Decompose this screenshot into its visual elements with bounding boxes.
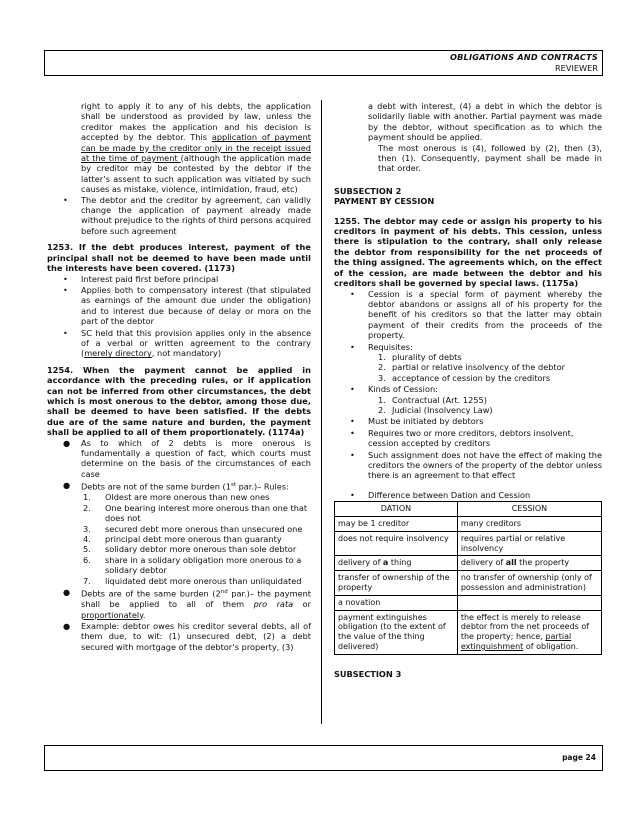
table-cell: many creditors — [457, 517, 601, 532]
list-item: • Applies both to compensatory interest (that stipulated as earnings of the amount due under the obligation) and to interest due because of delay or mora on the part of the debtor — [63, 284, 311, 327]
list-item: 2. partial or relative insolvency of the debtor — [378, 362, 566, 373]
table-cell: no transfer of ownership (only of possession and administration) — [457, 571, 601, 596]
continued-paragraph: a debt with interest, (4) a debt in which the debtor is solidarily liable with another. Partial payment was made by the debtor, without specification as to which the payment should be applied. — [368, 101, 602, 143]
article-1254: 1254. When the payment cannot be applied in accordance with the preceding rules, or if application can not be inferred from other circumstances, the debt which is most onerous to the debtor, among those due, shall be deemed to have been satisfied. If the debts due are of the same nature and burden, the payment shall be applied to all of them proportionately. (1174a) — [47, 364, 311, 438]
list-item: 1. Contractual (Art. 1255) — [378, 394, 487, 405]
subsection-title: PAYMENT BY CESSION — [334, 196, 435, 207]
header-title: OBLIGATIONS AND CONTRACTS — [449, 52, 598, 62]
table-header: DATION — [335, 502, 458, 517]
list-item: 3. acceptance of cession by the creditors — [378, 372, 551, 383]
subsection-heading: SUBSECTION 2 — [334, 185, 402, 196]
list-item: • SC held that this provision applies only in the absence of a verbal or written agreement to the contrary (merely directory, not mandatory) — [63, 327, 311, 359]
list-item: • Must be initiated by debtors — [350, 416, 484, 427]
page-number: page 24 — [562, 753, 596, 762]
article-1255: 1255. The debtor may cede or assign his property to his creditors in payment of his debts. This cession, unless there is stipulation to the contrary, shall only release the debtor from responsibility for the net proceeds of the thing assigned. The agreements which, on the effect of the cession, are made between the debtor and his creditors shall be governed by special laws. (1175a) — [334, 215, 602, 289]
list-item: • Kinds of Cession: 1. Contractual (Art. 1255) 2. Judicial (Insolvency Law) — [334, 384, 602, 415]
rules-list — [47, 492, 311, 586]
list-item: 3. secured debt more onerous than unsecured one — [83, 523, 303, 534]
kinds-list — [334, 395, 602, 416]
list-item: • The debtor and the creditor by agreement, can validly change the application of payment already made without prejudice to the rights of third persons acquired before such agreement — [63, 194, 311, 236]
bullet-list — [47, 438, 311, 653]
table-cell: delivery of all the property — [457, 556, 601, 571]
table-cell: does not require insolvency — [335, 531, 458, 556]
list-item: • Cession is a special form of payment whereby the debtor abandons or assigns all of his property for the benefit of his creditors so that the latter may obtain payment of their credits from the proceeds of the property. — [350, 288, 602, 341]
table-cell: delivery of a thing — [335, 556, 458, 571]
list-item: • Such assignment does not have the effect of making the creditors the owners of the property of the debtor unless there is an agreement to that effect — [350, 449, 602, 481]
intro-paragraph: right to apply it to any of his debts, the application shall be understood as provided by law, unless the creditor makes the application and his decision is accepted by the debtor. This application of payment can be made by the creditor only in the receipt issued at the time of payment (although the application made by creditor may be contested by the debtor if the latter’s assent to such application was vitiated by such causes as mistake, violence, intimidation, fraud, etc) — [81, 101, 311, 195]
list-item: 4. principal debt more onerous than guaranty — [83, 533, 282, 544]
table-header: CESSION — [457, 502, 601, 517]
table-row — [335, 531, 602, 556]
list-item: 2. One bearing interest more onerous than one that does not — [83, 502, 308, 524]
table-cell: a novation — [335, 595, 458, 610]
header-subtitle: REVIEWER — [554, 63, 598, 73]
list-item: 1. plurality of debts — [378, 351, 462, 362]
list-item: • Interest paid first before principal — [63, 273, 219, 284]
list-item: 5. solidary debtor more onerous than sole debtor — [83, 544, 297, 555]
list-item: ● Debts are of the same burden (2nd par.)– the payment shall be applied to all of them pro rata or proportionately. — [63, 587, 312, 620]
left-column — [47, 101, 311, 653]
table-cell: transfer of ownership of the property — [335, 571, 458, 596]
table-row — [335, 571, 602, 596]
page-footer — [44, 745, 603, 771]
bullet-list — [334, 289, 602, 501]
table-cell: the effect is merely to release debtor from the net proceeds of the property; hence, partial extinguishment of obligation. — [457, 610, 601, 654]
table-cell: may be 1 creditor — [335, 517, 458, 532]
column-divider — [321, 100, 322, 724]
table-cell: payment extinguishes obligation (to the extent of the value of the thing delivered) — [335, 610, 458, 654]
table-row — [335, 556, 602, 571]
list-item: 7. liquidated debt more onerous than unliquidated — [83, 575, 302, 586]
table-cell: requires partial or relative insolvency — [457, 531, 601, 556]
requisites-list — [334, 352, 602, 383]
continued-paragraph-2: The most onerous is (4), followed by (2), then (3), then (1). Consequently, payment shall be made in that order. — [378, 142, 602, 174]
list-item: • Requisites: 1. plurality of debts 2. partial or relative insolvency of the debtor 3. acceptance of cession by the creditors — [334, 342, 602, 384]
list-item: 2. Judicial (Insolvency Law) — [378, 404, 493, 415]
list-item: • Requires two or more creditors, debtors insolvent, cession accepted by creditors — [350, 427, 574, 449]
subsection-heading: SUBSECTION 3 — [334, 668, 402, 679]
right-column — [334, 101, 602, 679]
bullet-list — [47, 274, 311, 359]
dation-cession-table — [334, 501, 602, 655]
page-header — [44, 50, 603, 76]
table-row — [335, 595, 602, 610]
list-item: 1. Oldest are more onerous than new ones — [83, 492, 270, 503]
list-item: ● As to which of 2 debts is more onerous is fundamentally a question of fact, which courts must determine on the basis of the circumstances of each case — [63, 437, 311, 479]
list-item: ● Debts are not of the same burden (1st par.)– Rules: 1. Oldest are more onerous than new ones 2. One bearing interest more onerous than one that does not 3. secured debt more onerous than unsecured one 4. principal debt more onerous than guaranty 5. solidary debtor more onerous than sole debtor 6. share in a solidary obligation more onerous to a solidary debtor 7. liquidated debt more onerous than unliquidated — [47, 480, 311, 586]
list-item: ● Example: debtor owes his creditor several debts, all of them due, to wit: (1) unsecured debt, (2) a debt secured with mortgage of the debtor’s property, (3) — [63, 620, 311, 652]
article-1253: 1253. If the debt produces interest, payment of the principal shall not be deemed to have been made until the interests have been covered. (1173) — [47, 242, 311, 274]
list-item: 6. share in a solidary obligation more onerous to a solidary debtor — [83, 554, 302, 576]
table-row — [335, 517, 602, 532]
bullet-list — [47, 195, 311, 237]
table-cell — [457, 595, 601, 610]
list-item: • Difference between Dation and Cession — [350, 489, 531, 500]
table-header-row — [335, 502, 602, 517]
table-row — [335, 610, 602, 654]
